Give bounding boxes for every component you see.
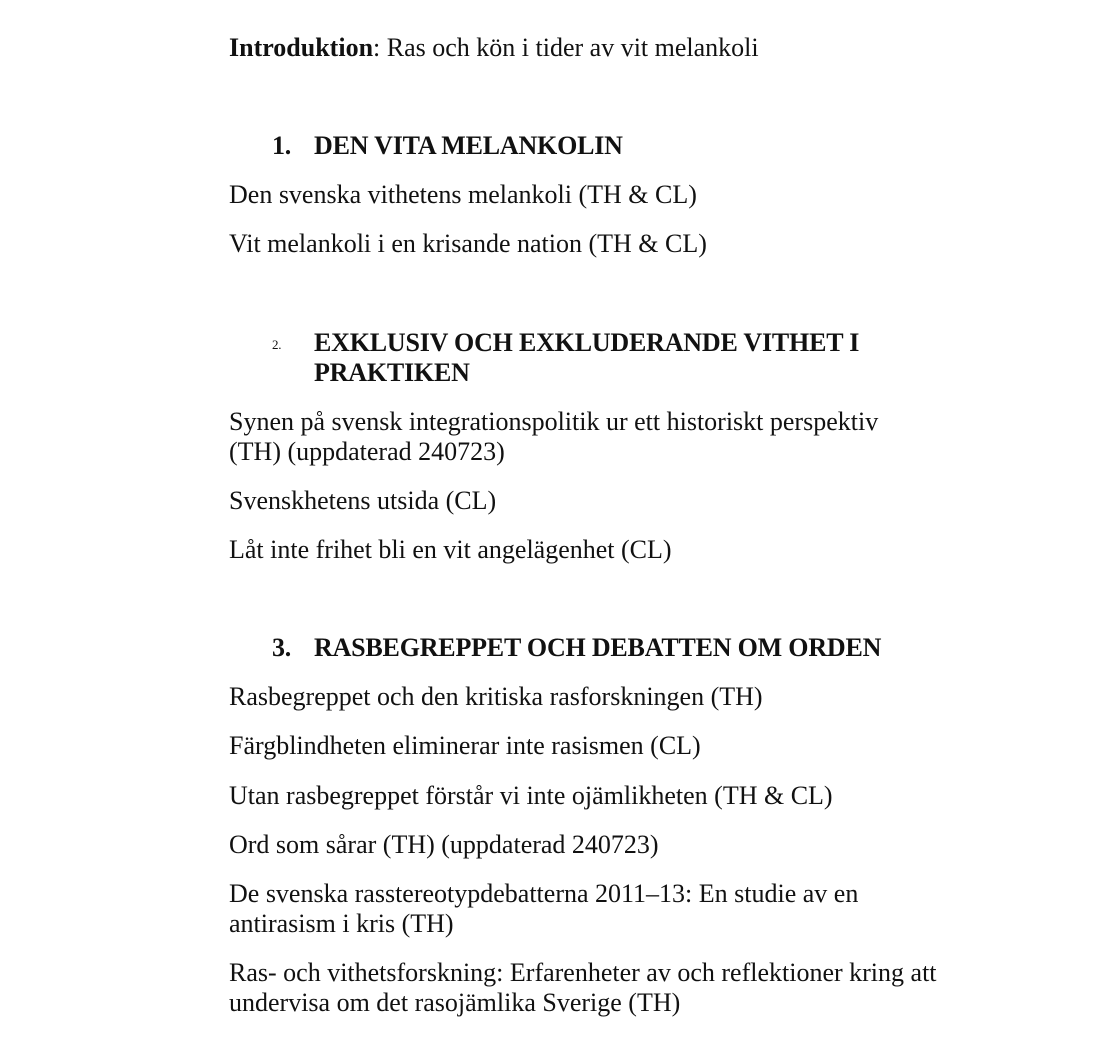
toc-entry: Svenskhetens utsida (CL) [229,486,497,515]
section-title: EXKLUSIV OCH EXKLUDERANDE VITHET I PRAKTIKEN [314,328,860,387]
toc-entry: Ras- och vithetsforskning: Erfarenheter av och reflektioner kring att undervisa om det rasojämlika Sverige (TH) [229,958,937,1017]
section-heading-2 [272,328,914,388]
section-number: 3. [272,633,292,662]
section-heading-3 [272,633,881,663]
toc-entry: Färgblindheten eliminerar inte rasismen (CL) [229,731,701,760]
section-number: 1. [272,131,292,160]
toc-entry: Synen på svensk integrationspolitik ur ett historiskt perspektiv (TH) (uppdaterad 240723) [229,407,879,466]
section-heading-1 [272,131,623,161]
introduction-title: : Ras och kön i tider av vit melankoli [373,33,759,62]
toc-entry: De svenska rasstereotypdebatterna 2011–13: En studie av en antirasism i kris (TH) [229,879,859,938]
toc-entry: Rasbegreppet och den kritiska rasforskningen (TH) [229,682,763,711]
toc-entry: Vit melankoli i en krisande nation (TH & CL) [229,229,707,258]
section-number: 2. [272,337,282,353]
toc-entry: Utan rasbegreppet förstår vi inte ojämlikheten (TH & CL) [229,781,833,810]
toc-entry: Ord som sårar (TH) (uppdaterad 240723) [229,830,659,859]
introduction-line [229,32,759,64]
section-title: DEN VITA MELANKOLIN [314,131,623,160]
toc-entry: Den svenska vithetens melankoli (TH & CL) [229,180,697,209]
toc-entry: Låt inte frihet bli en vit angelägenhet (CL) [229,535,672,564]
introduction-label: Introduktion [229,33,374,62]
section-title: RASBEGREPPET OCH DEBATTEN OM ORDEN [314,633,882,662]
